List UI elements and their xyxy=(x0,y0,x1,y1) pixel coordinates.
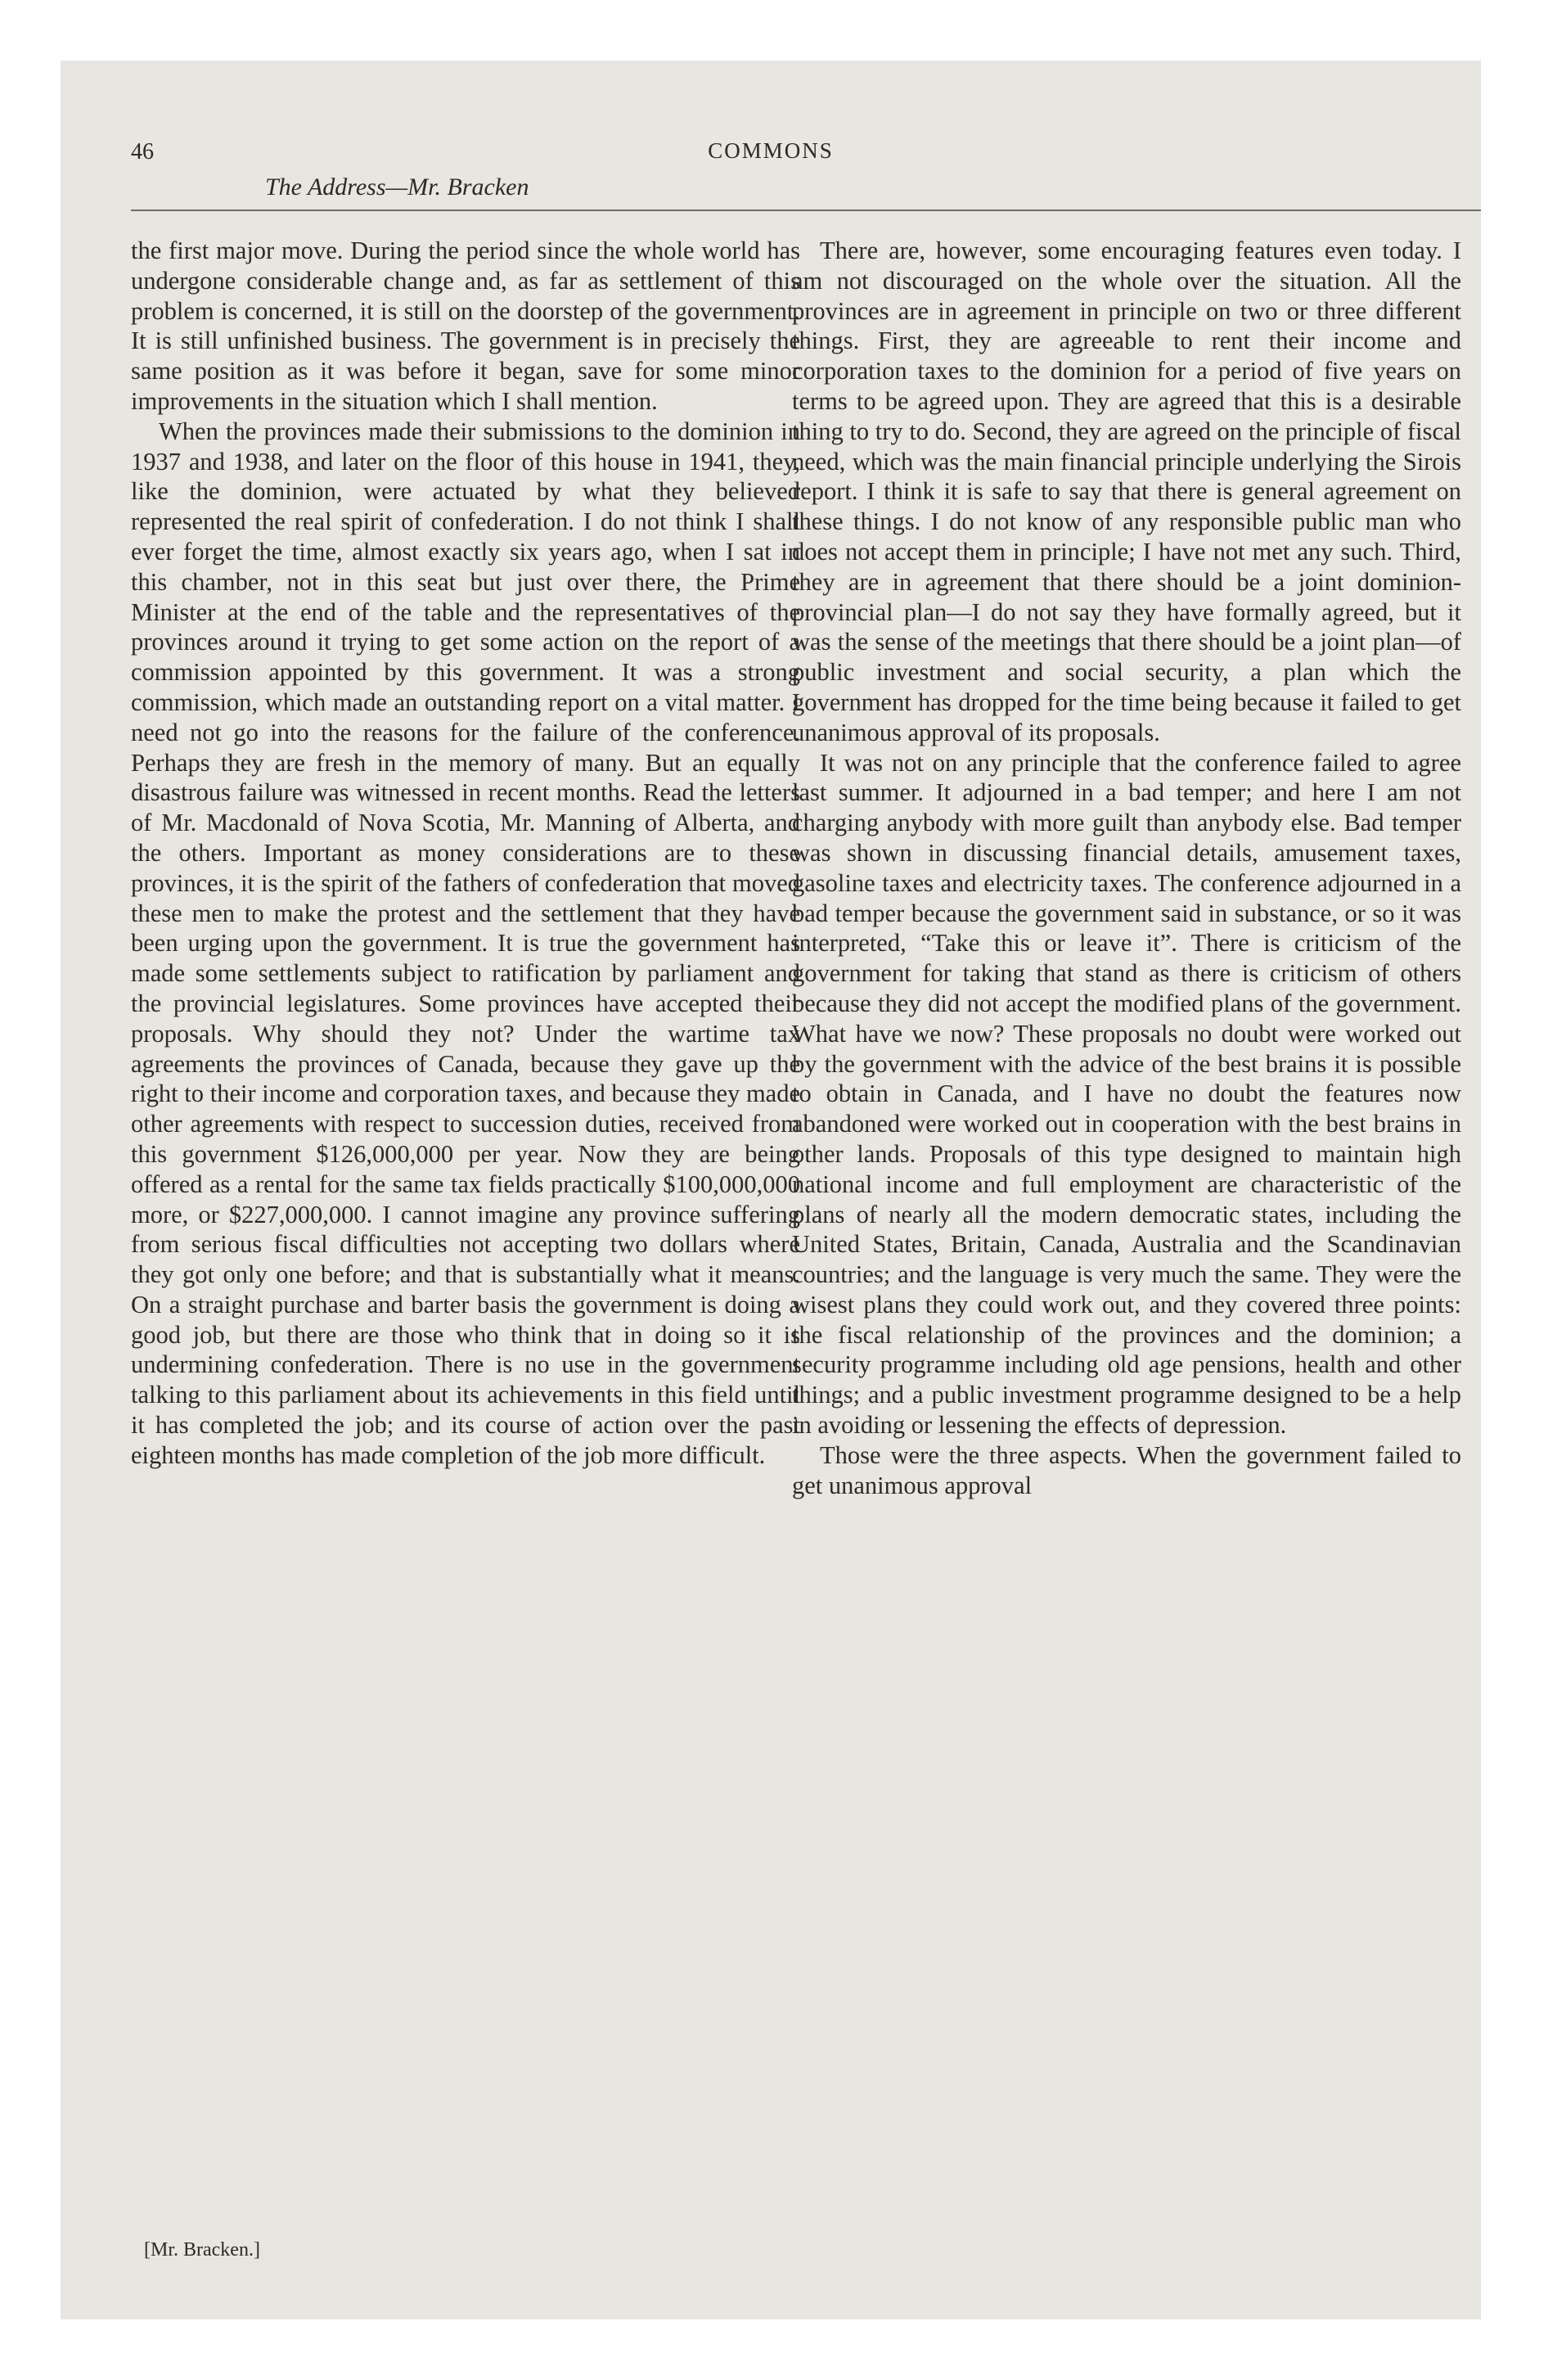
paragraph: Those were the three aspects. When the government failed to get unanimous approval xyxy=(792,1440,1461,1499)
speaker-reference: [Mr. Bracken.] xyxy=(144,2239,260,2261)
paragraph: the first major move. During the period since the whole world has undergone considerable change and, as far as settlement of this problem is concerned, it is still on the doorstep of the government. It is still unfinished business. The government is in precisely the same position as it was before it began, save for some minor improvements in the situation which I shall mention. xyxy=(131,237,800,415)
right-column xyxy=(792,236,1461,1500)
left-column xyxy=(131,236,800,1471)
page-number: 46 xyxy=(131,139,154,165)
paragraph: When the provinces made their submissions to the dominion in 1937 and 1938, and later on the floor of this house in 1941, they, like the dominion, were actuated by what they believed represented the real spirit of confederation. I do not think I shall ever forget the time, almost exactly six years ago, when I sat in this chamber, not in this seat but just over there, the Prime Minister at the end of the table and the representatives of the provinces around it trying to get some action on the report of a commission appointed by this government. It was a strong commission, which made an outstanding report on a vital matter. I need not go into the reasons for the failure of the conference. Perhaps they are fresh in the memory of many. But an equally disastrous failure was witnessed in recent months. Read the letters of Mr. Macdonald of Nova Scotia, Mr. Manning of Alberta, and the others. Important as money considerations are to these provinces, it is the spirit of the fathers of confederation that moved these men to make the protest and the settlement that they have been urging upon the government. It is true the government has made some settlements subject to ratification by parliament and the provincial legislatures. Some provinces have accepted their proposals. Why should they not? Under the wartime tax agreements the provinces of Canada, because they gave up the right to their income and corporation taxes, and because they made other agreements with respect to succession duties, received from this government $126,000,000 per year. Now they are being offered as a rental for the same tax fields practically $100,000,000 more, or $227,000,000. I cannot imagine any province suffering from serious fiscal difficulties not accepting two dollars where they got only one before; and that is substantially what it means. On a straight purchase and barter basis the government is doing a good job, but there are those who think that in doing so it is undermining confederation. There is no use in the government talking to this parliament about its achievements in this field until it has completed the job; and its course of action over the past eighteen months has made completion of the job more difficult. xyxy=(131,417,800,1469)
document-page xyxy=(61,61,1481,2319)
running-head: The Address—Mr. Bracken xyxy=(265,174,529,201)
header-divider xyxy=(131,210,1481,211)
paragraph: It was not on any principle that the conference failed to agree last summer. It adjourned in a bad temper; and here I am not charging anybody with more guilt than anybody else. Bad temper was shown in discussing financial details, amusement taxes, gasoline taxes and electricity taxes. The conference adjourned in a bad temper because the government said in substance, or so it was interpreted, “Take this or leave it”. There is criticism of the government for taking that stand as there is criticism of others because they did not accept the modified plans of the government. What have we now? These proposals no doubt were worked out by the government with the advice of the best brains it is possible to obtain in Canada, and I have no doubt the features now abandoned were worked out in cooperation with the best brains in other lands. Proposals of this type designed to maintain high national income and full employment are characteristic of the plans of nearly all the modern democratic states, including the United States, Britain, Canada, Australia and the Scandinavian countries; and the language is very much the same. They were the wisest plans they could work out, and they covered three points: the fiscal relationship of the provinces and the dominion; a security programme including old age pensions, health and other things; and a public investment programme designed to be a help in avoiding or lessening the effects of depression. xyxy=(792,748,1461,1440)
paragraph: There are, however, some encouraging features even today. I am not discouraged on the whole over the situation. All the provinces are in agreement in principle on two or three different things. First, they are agreeable to rent their income and corporation taxes to the dominion for a period of five years on terms to be agreed upon. They are agreed that this is a desirable thing to try to do. Second, they are agreed on the principle of fiscal need, which was the main financial principle underlying the Sirois report. I think it is safe to say that there is general agreement on these things. I do not know of any responsible public man who does not accept them in principle; I have not met any such. Third, they are in agreement that there should be a joint dominion-provincial plan—I do not say they have formally agreed, but it was the sense of the meetings that there should be a joint plan—of public investment and social security, a plan which the government has dropped for the time being because it failed to get unanimous approval of its proposals. xyxy=(792,237,1461,746)
section-title: COMMONS xyxy=(708,138,834,163)
